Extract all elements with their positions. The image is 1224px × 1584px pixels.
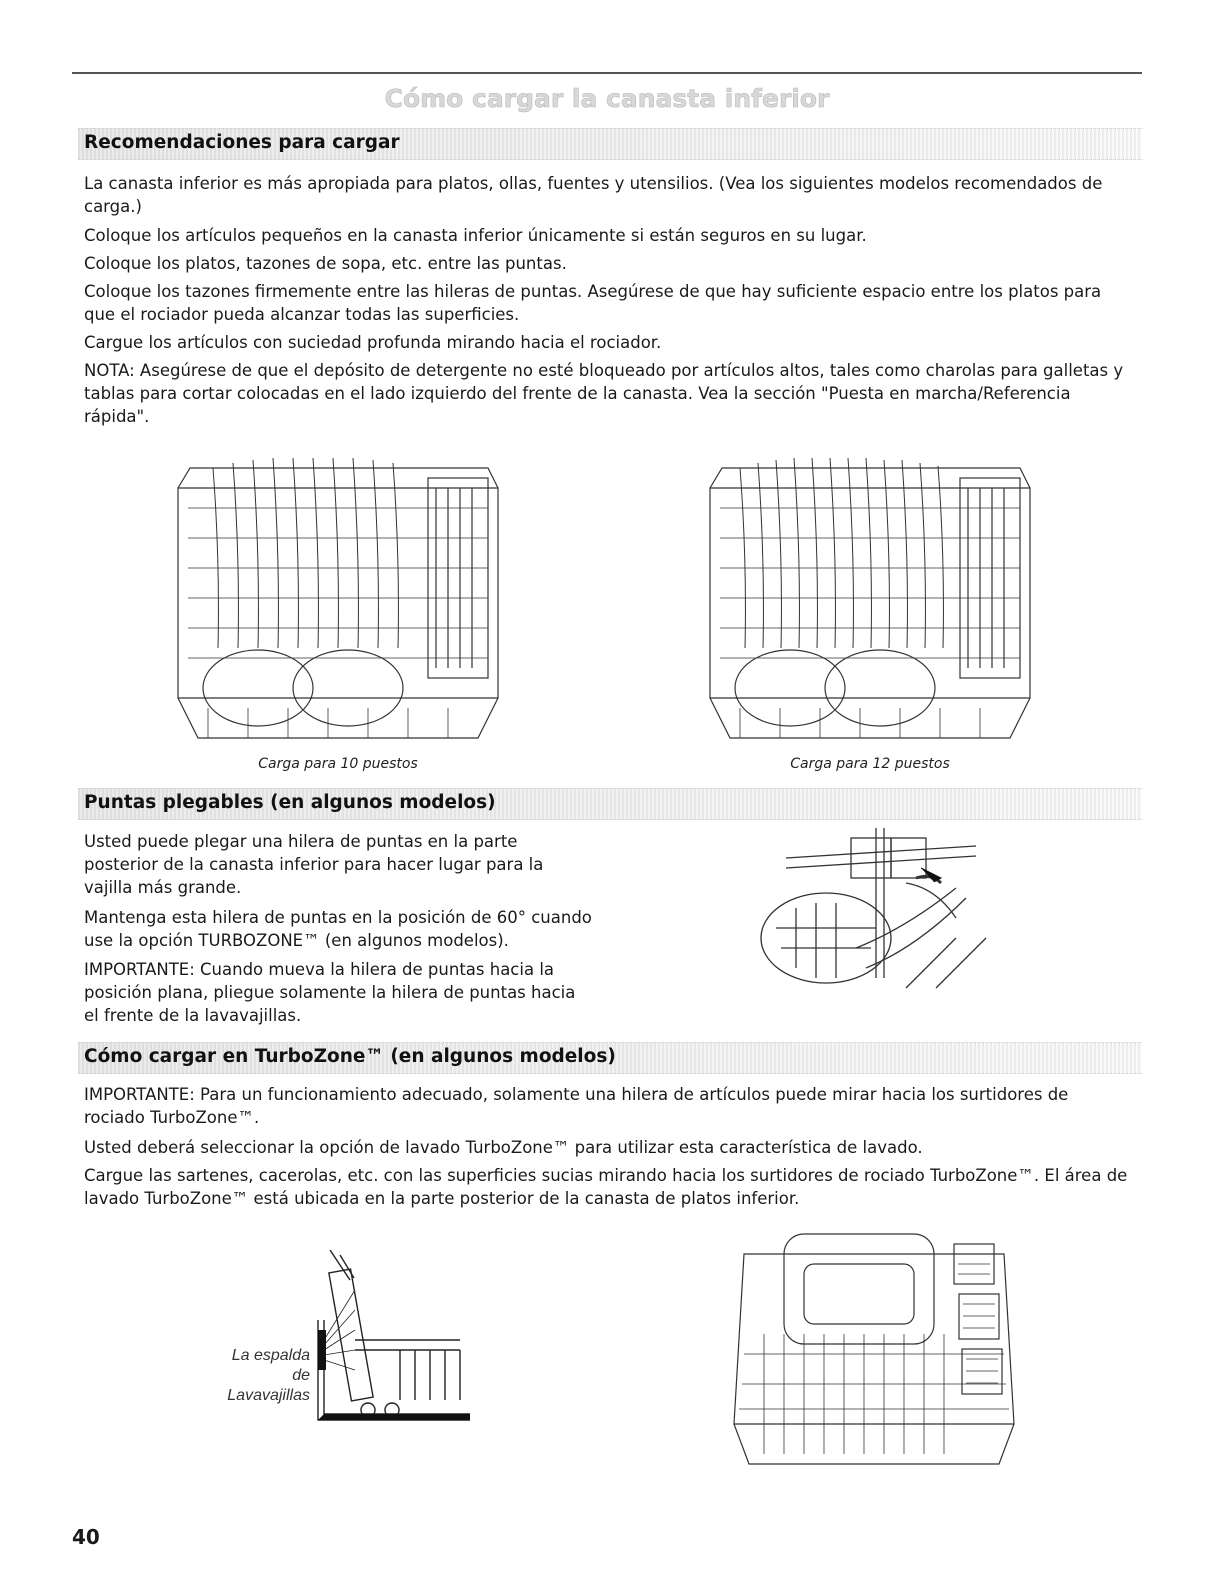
paragraph: IMPORTANTE: Cuando mueva la hilera de puntas hacia la posición plana, pliegue solamente la hilera de puntas hacia el frente de la lavavajillas. (84, 960, 576, 1025)
section-heading-text: Cómo cargar en TurboZone™ (en algunos modelos) (84, 1046, 616, 1067)
folding-tines-illustration (756, 828, 1006, 998)
page-number: 40 (72, 1525, 100, 1549)
paragraph: Usted puede plegar una hilera de puntas en la parte posterior de la canasta inferior para hacer lugar para la vajilla más grande. (84, 832, 544, 897)
caption-10-place: Carga para 10 puestos (258, 756, 418, 772)
top-rule (72, 72, 1142, 74)
paragraph: Mantenga esta hilera de puntas en la posición de 60° cuando use la opción TURBOZONE™ (en algunos modelos). (84, 908, 592, 950)
paragraph: Coloque los artículos pequeños en la canasta inferior únicamente si están seguros en su lugar. (84, 226, 867, 245)
paragraph: NOTA: Asegúrese de que el depósito de detergente no esté bloqueado por artículos altos, tales como charolas para galletas y tablas para cortar colocadas en el lado izquierdo del frente de la canasta. Vea la sección "Puesta en marcha/Referencia rápida". (84, 361, 1124, 426)
turbozone-rack-illustration (724, 1224, 1024, 1484)
section-heading-turbozone (78, 1042, 1142, 1074)
figure-label-line: de (292, 1367, 310, 1384)
paragraph: La canasta inferior es más apropiada para platos, ollas, fuentes y utensilios. (Vea los siguientes modelos recomendados de carga.) (84, 174, 1103, 216)
caption-12-place: Carga para 12 puestos (790, 756, 950, 772)
turbozone-side-view-illustration (310, 1250, 470, 1430)
rack-10-place-illustration (168, 448, 508, 748)
paragraph: Cargue los artículos con suciedad profunda mirando hacia el rociador. (84, 333, 662, 352)
paragraph: Coloque los tazones firmemente entre las hileras de puntas. Asegúrese de que hay suficiente espacio entre los platos para que el rociador pueda alcanzar todas las superficies. (84, 282, 1102, 324)
figure-label-line: Lavavajillas (227, 1387, 310, 1404)
section-heading-folding-tines (78, 788, 1142, 820)
figure-label (200, 1346, 310, 1406)
paragraph: Cargue las sartenes, cacerolas, etc. con las superficies sucias mirando hacia los surtidores de rociado TurboZone™. El área de lavado TurboZone™ está ubicada en la parte posterior de la canasta de platos inferior. (84, 1166, 1128, 1208)
paragraph: IMPORTANTE: Para un funcionamiento adecuado, solamente una hilera de artículos puede mirar hacia los surtidores de rociado TurboZone™. (84, 1085, 1069, 1127)
rack-12-place-illustration (700, 448, 1040, 748)
section-heading-text: Recomendaciones para cargar (84, 132, 400, 153)
page-title: Cómo cargar la canasta inferior (384, 84, 830, 113)
paragraph: Coloque los platos, tazones de sopa, etc. entre las puntas. (84, 254, 567, 273)
section-heading-text: Puntas plegables (en algunos modelos) (84, 792, 496, 813)
paragraph: Usted deberá seleccionar la opción de lavado TurboZone™ para utilizar esta característica de lavado. (84, 1138, 923, 1157)
figure-label-line: La espalda (231, 1347, 310, 1364)
section-heading-recommendations (78, 128, 1142, 160)
